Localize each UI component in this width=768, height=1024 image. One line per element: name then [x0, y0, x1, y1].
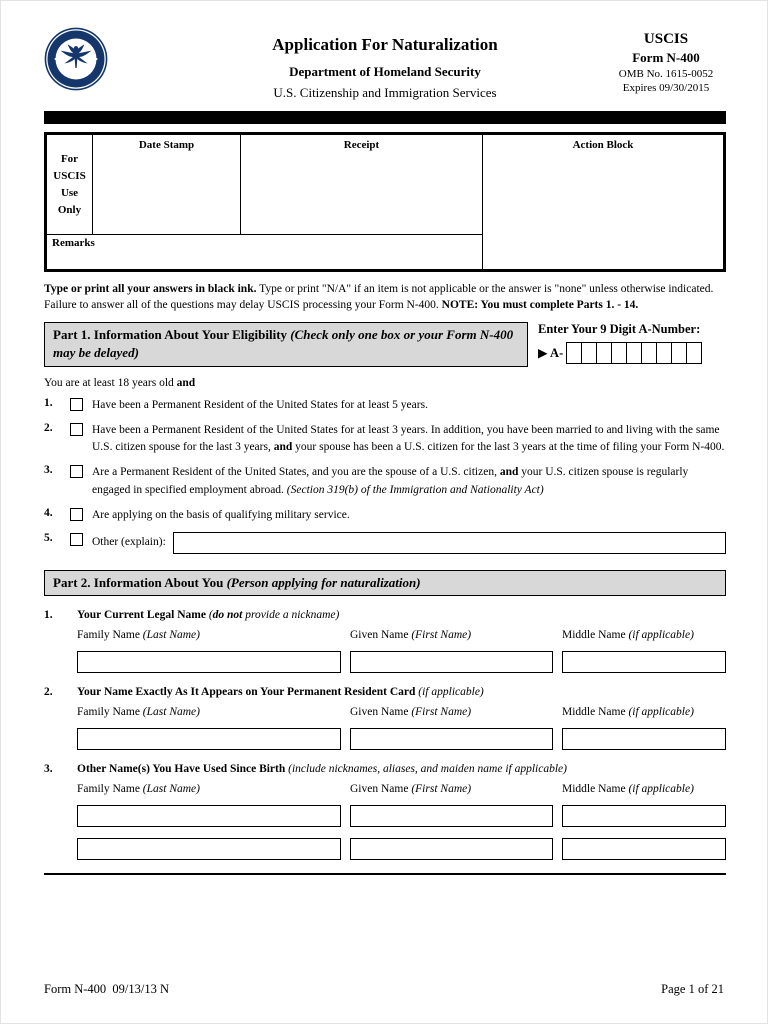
family-name-label: Family Name (Last Name) — [77, 629, 200, 642]
instructions-body: Type or print "N/A" if an item is not applicable or the answer is "none" unless otherwise indicated. Failure to answer all of the questions may delay USCIS processing your Form N-400. — [44, 283, 714, 312]
eligibility-checkbox-3[interactable] — [70, 465, 83, 478]
eligibility-option-2 — [44, 422, 726, 457]
use-label-line: USCIS — [53, 170, 86, 183]
item-text: Have been a Permanent Resident of the United States for at least 3 years. In addition, you have been married to and living with the same U.S. citizen spouse for the last 3 years, and your spouse has been a U.S. citizen for the last 3 years at the time of filing your Form N-400. — [92, 423, 725, 454]
other-names-inputs-row2 — [77, 835, 726, 860]
current-given-name-input[interactable] — [350, 651, 553, 673]
eligibility-checkbox-5[interactable] — [70, 533, 83, 546]
other-explain-input[interactable] — [173, 532, 726, 554]
date-stamp-header: Date Stamp — [138, 139, 195, 151]
page-number: Page 1 of 21 — [661, 982, 724, 996]
eligibility-option-4 — [44, 507, 726, 524]
other-family-name-input-1[interactable] — [77, 805, 341, 827]
form-title: Application For Naturalization — [272, 35, 498, 54]
eligibility-option-3 — [44, 464, 726, 499]
a-number-label: Enter Your 9 Digit A-Number: — [538, 322, 701, 337]
item-number: 3. — [44, 464, 53, 477]
intro-bold: and — [176, 376, 196, 389]
eligibility-intro — [44, 377, 726, 389]
part2-header — [44, 570, 726, 596]
a-number-cell-8[interactable] — [671, 342, 687, 364]
card-name-labels — [77, 706, 726, 718]
a-number-cell-6[interactable] — [641, 342, 657, 364]
a-number-cell-3[interactable] — [596, 342, 612, 364]
item-number: 4. — [44, 506, 53, 519]
eligibility-options — [44, 397, 726, 555]
part2-title-note: (Person applying for naturalization) — [226, 575, 421, 591]
form-edition: Form N-400 09/13/13 N — [44, 982, 169, 996]
divider-bar — [44, 111, 726, 124]
current-name-inputs — [77, 649, 726, 673]
use-label-line: For — [60, 153, 79, 165]
part1-title-note: (Check only one box or your Form N-400 may be delayed) — [53, 327, 514, 361]
a-number-cell-4[interactable] — [611, 342, 627, 364]
part1-header-row — [44, 322, 726, 366]
remarks-header: Remarks — [52, 237, 95, 249]
uscis-use-only-table — [44, 132, 726, 272]
a-number-cell-1[interactable] — [566, 342, 582, 364]
item-number: 1. — [44, 396, 53, 409]
card-name-inputs — [77, 726, 726, 750]
question-title: Other Name(s) You Have Used Since Birth (include nicknames, aliases, and maiden name if applicable) — [77, 763, 567, 776]
eligibility-option-1 — [44, 397, 726, 414]
other-middle-name-input-1[interactable] — [562, 805, 726, 827]
eligibility-option-5 — [44, 532, 726, 554]
eligibility-checkbox-2[interactable] — [70, 423, 83, 436]
department-name: Department of Homeland Security — [289, 64, 481, 79]
page-footer — [44, 982, 724, 997]
action-block-header: Action Block — [572, 139, 634, 151]
middle-name-label: Middle Name (if applicable) — [562, 706, 694, 719]
question-other-names — [44, 763, 726, 775]
family-name-label: Family Name (Last Name) — [77, 783, 200, 796]
header-titles — [164, 27, 606, 101]
part1-header — [44, 322, 528, 366]
card-middle-name-input[interactable] — [562, 728, 726, 750]
question-title: Your Current Legal Name (do not provide a nickname) — [77, 609, 340, 622]
use-label-line: Use — [60, 187, 79, 200]
card-given-name-input[interactable] — [350, 728, 553, 750]
family-name-label: Family Name (Last Name) — [77, 706, 200, 719]
other-names-labels — [77, 783, 726, 795]
item-number: 5. — [44, 532, 53, 545]
instructions-note: NOTE: You must complete Parts 1. - 14. — [441, 299, 639, 312]
seal-container — [44, 27, 164, 91]
item-text: Are a Permanent Resident of the United States, and you are the spouse of a U.S. citizen, and your U.S. citizen spouse is regularly engaged in specified employment abroad. (Section 319(b) of the Immigration and Nationality Act) — [92, 466, 689, 496]
eligibility-checkbox-1[interactable] — [70, 398, 83, 411]
item-text: Have been a Permanent Resident of the United States for at least 5 years. — [92, 398, 428, 411]
current-family-name-input[interactable] — [77, 651, 341, 673]
a-number-prefix: ▶ A- — [538, 346, 564, 361]
receipt-cell — [241, 135, 483, 235]
use-label-line: Only — [57, 204, 82, 217]
instructions-paragraph — [44, 281, 726, 313]
item-text: Are applying on the basis of qualifying military service. — [92, 508, 350, 521]
instructions-lead: Type or print all your answers in black ink. — [44, 283, 257, 295]
item-text: Other (explain): — [92, 536, 166, 549]
a-number-cell-7[interactable] — [656, 342, 672, 364]
card-family-name-input[interactable] — [77, 728, 341, 750]
a-number-cell-2[interactable] — [581, 342, 597, 364]
current-name-labels — [77, 629, 726, 641]
middle-name-label: Middle Name (if applicable) — [562, 629, 694, 642]
remarks-cell — [47, 235, 483, 269]
other-family-name-input-2[interactable] — [77, 838, 341, 860]
other-given-name-input-2[interactable] — [350, 838, 553, 860]
receipt-header: Receipt — [343, 139, 380, 151]
intro-text: You are at least 18 years old — [44, 376, 177, 389]
current-middle-name-input[interactable] — [562, 651, 726, 673]
question-number: 2. — [44, 686, 53, 699]
a-number-cell-9[interactable] — [686, 342, 702, 364]
other-given-name-input-1[interactable] — [350, 805, 553, 827]
agency-name: U.S. Citizenship and Immigration Services — [273, 85, 497, 100]
question-number: 1. — [44, 609, 53, 622]
eligibility-checkbox-4[interactable] — [70, 508, 83, 521]
part1-title: Part 1. Information About Your Eligibility — [53, 327, 291, 343]
other-middle-name-input-2[interactable] — [562, 838, 726, 860]
given-name-label: Given Name (First Name) — [350, 783, 472, 796]
dhs-seal-icon — [44, 27, 108, 91]
part2-title: Part 2. Information About You — [53, 575, 227, 591]
omb-number: OMB No. 1615-0052 — [618, 68, 714, 80]
form-id-block — [606, 27, 726, 94]
date-stamp-cell — [93, 135, 241, 235]
question-card-name — [44, 686, 726, 698]
middle-name-label: Middle Name (if applicable) — [562, 783, 694, 796]
uscis-label: USCIS — [643, 31, 689, 47]
question-title: Your Name Exactly As It Appears on Your Permanent Resident Card (if applicable) — [77, 686, 484, 699]
a-number-section — [528, 322, 726, 366]
question-number: 3. — [44, 763, 53, 776]
action-block-cell — [483, 135, 723, 269]
question-current-legal-name — [44, 609, 726, 621]
a-number-cell-5[interactable] — [626, 342, 642, 364]
form-header — [44, 1, 726, 101]
other-names-inputs-row1 — [77, 803, 726, 827]
uscis-use-only-label — [47, 135, 93, 235]
expiration-date: Expires 09/30/2015 — [622, 82, 710, 94]
form-number: Form N-400 — [632, 50, 700, 65]
section-divider — [44, 873, 726, 875]
given-name-label: Given Name (First Name) — [350, 629, 472, 642]
a-number-input-row — [538, 342, 726, 364]
given-name-label: Given Name (First Name) — [350, 706, 472, 719]
item-number: 2. — [44, 421, 53, 434]
